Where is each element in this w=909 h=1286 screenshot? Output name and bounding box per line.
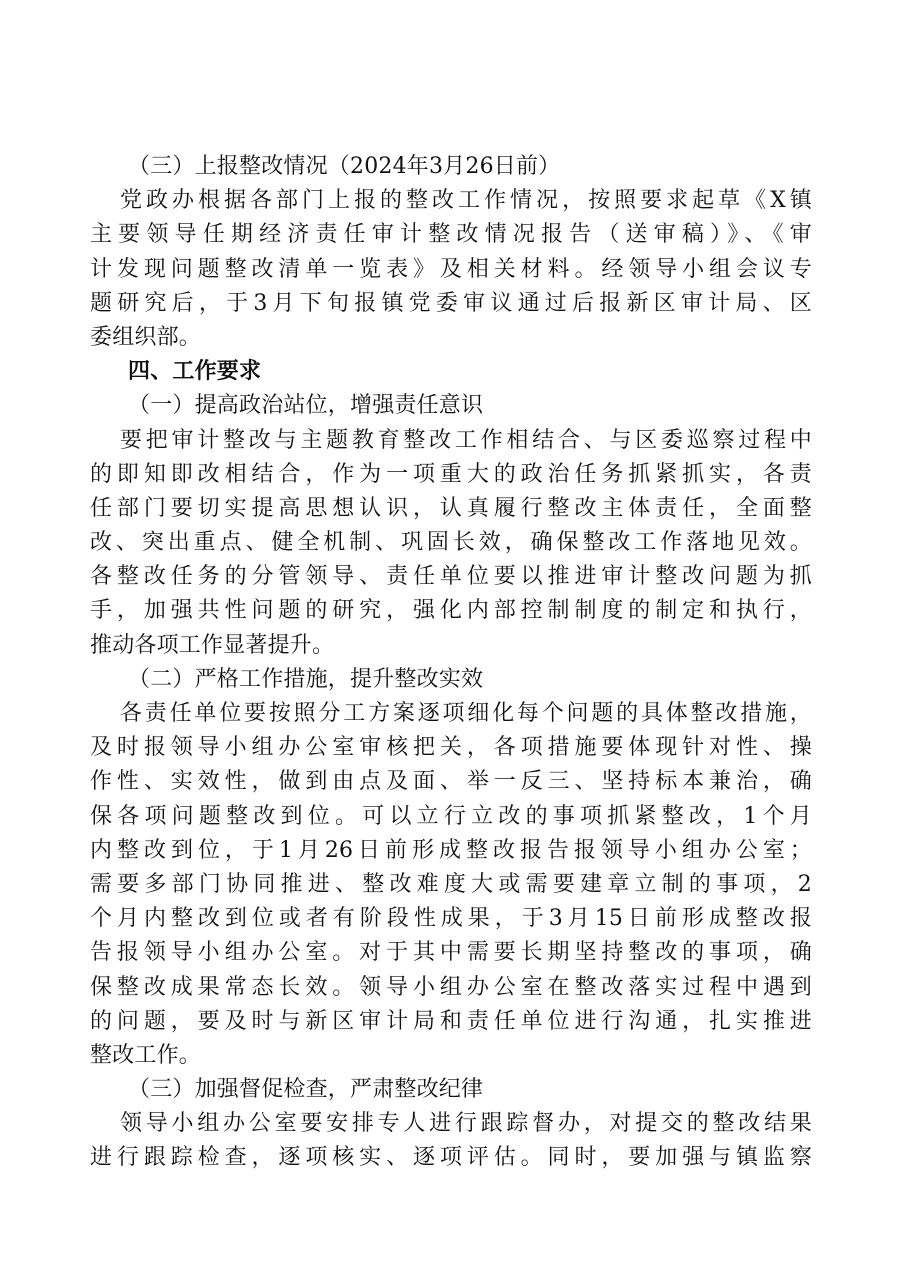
subsection-heading-report-rectification: （三）上报整改情况（2024年3月26日前） xyxy=(128,154,561,179)
paragraph-line: 各责任单位要按照分工方案逐项细化每个问题的具体整改措施， xyxy=(120,701,812,726)
paragraph-line: 委组织部。 xyxy=(90,324,202,350)
paragraph-line: 需要多部门协同推进、整改难度大或需要建章立制的事项，2 xyxy=(90,871,812,897)
section-heading-work-requirements: 四、工作要求 xyxy=(128,359,262,385)
paragraph-line: 题研究后，于3月下旬报镇党委审议通过后报新区审计局、区 xyxy=(90,290,812,316)
paragraph-line: 内整改到位，于1月26日前形成整改报告报领导小组办公室； xyxy=(90,837,812,863)
paragraph-line: 作性、实效性，做到由点及面、举一反三、坚持标本兼治，确 xyxy=(90,769,812,795)
paragraph-line: 推动各项工作显著提升。 xyxy=(90,632,335,658)
paragraph-line: 告报领导小组办公室。对于其中需要长期坚持整改的事项，确 xyxy=(90,940,812,966)
paragraph-line: 的即知即改相结合，作为一项重大的政治任务抓紧抓实，各责 xyxy=(90,461,812,487)
subsection-heading-supervision: （三）加强督促检查，严肃整改纪律 xyxy=(128,1077,484,1103)
paragraph-line: 的问题，要及时与新区审计局和责任单位进行沟通，扎实推进 xyxy=(90,1008,812,1034)
paragraph-line: 改、突出重点、健全机制、巩固长效，确保整改工作落地见效。 xyxy=(90,530,812,556)
subsection-heading-work-measures: （二）严格工作措施，提升整改实效 xyxy=(128,666,484,692)
paragraph-line: 领导小组办公室要安排专人进行跟踪督办，对提交的整改结果 xyxy=(120,1111,812,1137)
paragraph-line: 进行跟踪检查，逐项核实、逐项评估。同时，要加强与镇监察 xyxy=(90,1145,812,1171)
paragraph-line: 保整改成果常态长效。领导小组办公室在整改落实过程中遇到 xyxy=(90,974,812,1000)
paragraph-line: 各整改任务的分管领导、责任单位要以推进审计整改问题为抓 xyxy=(90,564,812,590)
paragraph-line: 任部门要切实提高思想认识，认真履行整改主体责任，全面整 xyxy=(90,495,812,521)
paragraph-line: 党政办根据各部门上报的整改工作情况，按照要求起草《X镇 xyxy=(120,188,812,214)
paragraph-line: 及时报领导小组办公室审核把关，各项措施要体现针对性、操 xyxy=(90,735,812,761)
subsection-heading-political-stance: （一）提高政治站位，增强责任意识 xyxy=(128,393,484,419)
paragraph-line: 保各项问题整改到位。可以立行立改的事项抓紧整改，1个月 xyxy=(90,803,812,829)
paragraph-line: 计发现问题整改清单一览表》及相关材料。经领导小组会议专 xyxy=(90,256,812,282)
paragraph-line: 要把审计整改与主题教育整改工作相结合、与区委巡察过程中 xyxy=(120,427,812,453)
paragraph-line: 主要领导任期经济责任审计整改情况报告（送审稿）》、《审 xyxy=(90,222,812,248)
paragraph-line: 整改工作。 xyxy=(90,1042,202,1068)
paragraph-line: 手，加强共性问题的研究，强化内部控制制度的制定和执行， xyxy=(90,598,812,624)
paragraph-line: 个月内整改到位或者有阶段性成果，于3月15日前形成整改报 xyxy=(90,906,812,932)
document-body xyxy=(90,150,812,1176)
